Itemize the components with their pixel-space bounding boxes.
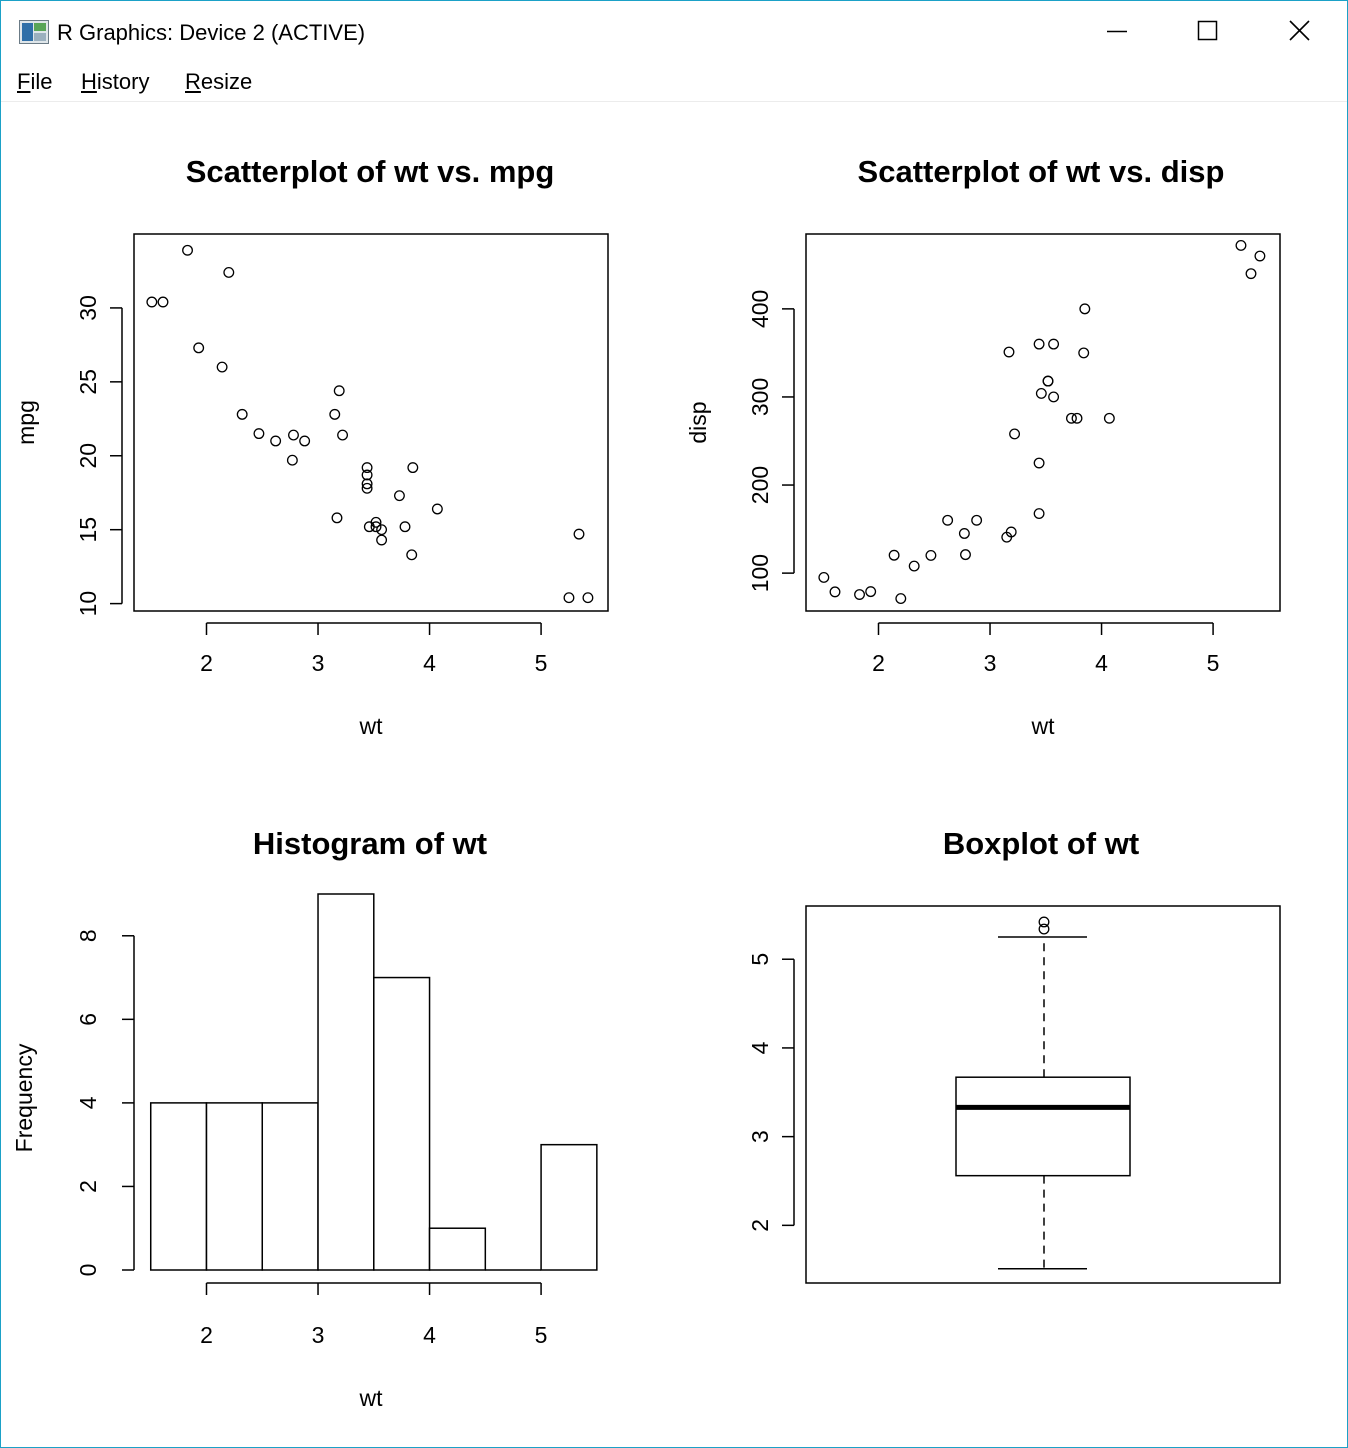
histogram-wt-y-tick-label: 6 — [75, 1012, 101, 1026]
boxplot-wt-box — [956, 1077, 1130, 1175]
scatter-wt-mpg-chart — [13, 234, 608, 739]
scatter-wt-disp-point — [896, 594, 906, 604]
scatter-wt-disp-point — [1079, 348, 1089, 358]
histogram-wt-y-tick-label: 4 — [75, 1096, 101, 1110]
scatter-wt-mpg-point — [408, 463, 418, 473]
maximize-icon — [1163, 1, 1255, 63]
histogram-wt-y-tick-label: 2 — [75, 1180, 101, 1193]
scatter-wt-mpg-point — [254, 429, 264, 439]
scatter-wt-disp-point — [1034, 458, 1044, 468]
scatter-wt-mpg-x-tick-label: 4 — [423, 650, 436, 676]
histogram-wt-y-tick-label: 0 — [75, 1263, 101, 1277]
histogram-wt-bar — [318, 894, 374, 1270]
histogram-wt-title: Histogram of wt — [252, 826, 488, 861]
histogram-wt-chart — [11, 894, 597, 1411]
boxplot-wt-chart — [747, 906, 1280, 1283]
scatter-wt-disp-x-tick-label: 2 — [872, 650, 885, 676]
menu-history[interactable] — [81, 69, 149, 95]
scatter-wt-mpg-point — [362, 470, 372, 480]
boxplot-wt-title: Boxplot of wt — [942, 826, 1140, 861]
scatter-wt-disp-x-tick-label: 3 — [983, 650, 997, 676]
histogram-wt-bar — [374, 978, 430, 1270]
histogram-wt-bar — [430, 1228, 486, 1270]
scatter-wt-mpg-point — [377, 525, 387, 535]
scatter-wt-disp-y-label: disp — [685, 401, 711, 444]
histogram-wt-y-label: Frequency — [11, 1043, 37, 1153]
scatter-wt-mpg-y-label: mpg — [13, 400, 39, 445]
menu-resize[interactable] — [185, 69, 252, 95]
close-icon — [1253, 1, 1345, 63]
scatter-wt-disp-y-tick-label: 300 — [747, 377, 773, 417]
scatter-wt-mpg-point — [271, 436, 281, 446]
menu-bar — [1, 63, 1347, 102]
scatter-wt-mpg-x-tick-label: 2 — [200, 650, 213, 676]
scatter-wt-mpg-point — [583, 593, 593, 603]
histogram-wt-bar — [206, 1103, 262, 1270]
scatter-wt-disp-x-label: wt — [1031, 713, 1055, 739]
scatter-wt-disp-point — [909, 561, 919, 571]
plot-canvas — [1, 102, 1347, 1447]
scatter-wt-mpg-point — [183, 245, 193, 255]
boxplot-wt-y-tick-label: 5 — [747, 952, 773, 966]
title-bar[interactable] — [1, 1, 1347, 63]
scatter-wt-mpg-point — [147, 297, 157, 307]
maximize-button[interactable] — [1163, 1, 1255, 63]
scatter-wt-disp-point — [960, 529, 970, 539]
scatter-wt-mpg-point — [338, 430, 348, 440]
scatter-wt-mpg-point — [407, 550, 417, 560]
menu-resize-label: esize — [200, 69, 253, 94]
window-title: R Graphics: Device 2 (ACTIVE) — [57, 20, 366, 45]
scatter-wt-disp-point — [1236, 241, 1246, 251]
scatter-wt-mpg-y-tick-label: 15 — [75, 516, 101, 543]
scatter-wt-mpg-point — [574, 529, 584, 539]
scatter-wt-mpg-point — [237, 410, 247, 420]
menu-file[interactable] — [17, 69, 52, 95]
scatter-wt-disp-point — [1049, 339, 1059, 349]
histogram-wt-x-tick-label: 4 — [423, 1322, 436, 1348]
scatter-wt-mpg-y-tick-label: 10 — [75, 590, 101, 617]
scatter-wt-mpg-x-tick-label: 5 — [534, 650, 548, 676]
scatter-wt-disp-point — [972, 515, 982, 525]
scatter-wt-disp-y-tick-label: 200 — [747, 465, 773, 505]
scatter-wt-disp-point — [1080, 304, 1090, 314]
scatter-wt-disp-point — [1246, 269, 1256, 279]
scatter-wt-disp-title: Scatterplot of wt vs. disp — [857, 154, 1225, 189]
scatter-wt-disp-point — [1037, 389, 1047, 399]
scatter-wt-disp-point — [1004, 347, 1014, 357]
scatter-wt-mpg-point — [217, 362, 227, 372]
scatter-wt-mpg-point — [400, 522, 410, 532]
scatter-wt-mpg-point — [289, 430, 299, 440]
scatter-wt-disp-point — [819, 573, 829, 583]
scatter-wt-mpg-point — [330, 410, 340, 420]
scatter-wt-disp-point — [1072, 413, 1082, 423]
close-button[interactable] — [1253, 1, 1345, 63]
scatter-wt-mpg-point — [300, 436, 310, 446]
scatter-wt-disp-plot-box — [806, 234, 1280, 611]
menu-file-label: ile — [30, 69, 53, 94]
scatter-wt-mpg-point — [158, 297, 168, 307]
scatter-wt-mpg-point — [395, 491, 405, 501]
histogram-wt-bar — [541, 1145, 597, 1270]
boxplot-wt-y-tick-label: 3 — [747, 1130, 773, 1144]
minimize-icon — [1071, 1, 1163, 63]
scatter-wt-disp-point — [943, 515, 953, 525]
minimize-button[interactable] — [1071, 1, 1163, 63]
scatter-wt-mpg-point — [224, 268, 234, 278]
scatter-wt-disp-x-tick-label: 4 — [1095, 650, 1108, 676]
scatter-wt-disp-point — [889, 550, 899, 560]
scatter-wt-mpg-y-tick-label: 30 — [75, 295, 101, 321]
scatter-wt-disp-point — [1043, 376, 1053, 386]
scatter-wt-mpg-x-label: wt — [359, 713, 383, 739]
scatter-wt-disp-y-tick-label: 400 — [747, 289, 773, 329]
scatter-wt-disp-point — [1010, 429, 1020, 439]
scatter-wt-disp-point — [926, 551, 936, 561]
scatter-wt-mpg-point — [334, 386, 344, 396]
scatter-wt-disp-point — [866, 587, 876, 597]
scatter-wt-disp-point — [1105, 413, 1115, 423]
scatter-wt-mpg-title: Scatterplot of wt vs. mpg — [185, 154, 555, 189]
histogram-wt-x-tick-label: 3 — [311, 1322, 325, 1348]
scatter-wt-disp-point — [1255, 251, 1265, 261]
scatter-wt-disp-point — [961, 550, 971, 560]
boxplot-wt-outlier — [1039, 917, 1049, 927]
scatter-wt-disp-point — [1034, 339, 1044, 349]
menu-history-accel: H — [81, 69, 97, 94]
scatter-wt-mpg-point — [288, 455, 298, 465]
scatter-wt-mpg-point — [564, 593, 574, 603]
scatter-wt-mpg-point — [194, 343, 204, 353]
histogram-wt-x-label: wt — [359, 1385, 383, 1411]
boxplot-wt-y-tick-label: 2 — [747, 1218, 773, 1232]
scatter-wt-disp-point — [830, 587, 840, 597]
scatter-wt-mpg-y-tick-label: 25 — [75, 369, 101, 395]
histogram-wt-y-tick-label: 8 — [75, 929, 101, 943]
histogram-wt-bar — [151, 1103, 207, 1270]
scatter-wt-mpg-plot-box — [134, 234, 608, 611]
menu-history-label: istory — [96, 69, 150, 94]
menu-resize-accel: R — [185, 69, 201, 94]
scatter-wt-disp-y-tick-label: 100 — [747, 553, 773, 593]
r-graphics-app-icon — [19, 20, 49, 44]
scatter-wt-disp-point — [1034, 509, 1044, 519]
menu-file-accel: F — [17, 69, 31, 94]
histogram-wt-x-tick-label: 5 — [534, 1322, 548, 1348]
scatter-wt-disp-chart — [685, 234, 1280, 739]
scatter-wt-mpg-y-tick-label: 20 — [75, 442, 101, 469]
histogram-wt-x-tick-label: 2 — [200, 1322, 213, 1348]
scatter-wt-mpg-x-tick-label: 3 — [311, 650, 325, 676]
scatter-wt-mpg-point — [377, 535, 387, 545]
scatter-wt-disp-point — [1049, 392, 1059, 402]
histogram-wt-bar — [262, 1103, 318, 1270]
scatter-wt-mpg-point — [433, 504, 443, 514]
scatter-wt-mpg-point — [332, 513, 342, 523]
scatter-wt-disp-point — [1067, 413, 1077, 423]
scatter-wt-disp-x-tick-label: 5 — [1206, 650, 1220, 676]
scatter-wt-disp-point — [855, 590, 865, 600]
boxplot-wt-y-tick-label: 4 — [747, 1041, 773, 1055]
